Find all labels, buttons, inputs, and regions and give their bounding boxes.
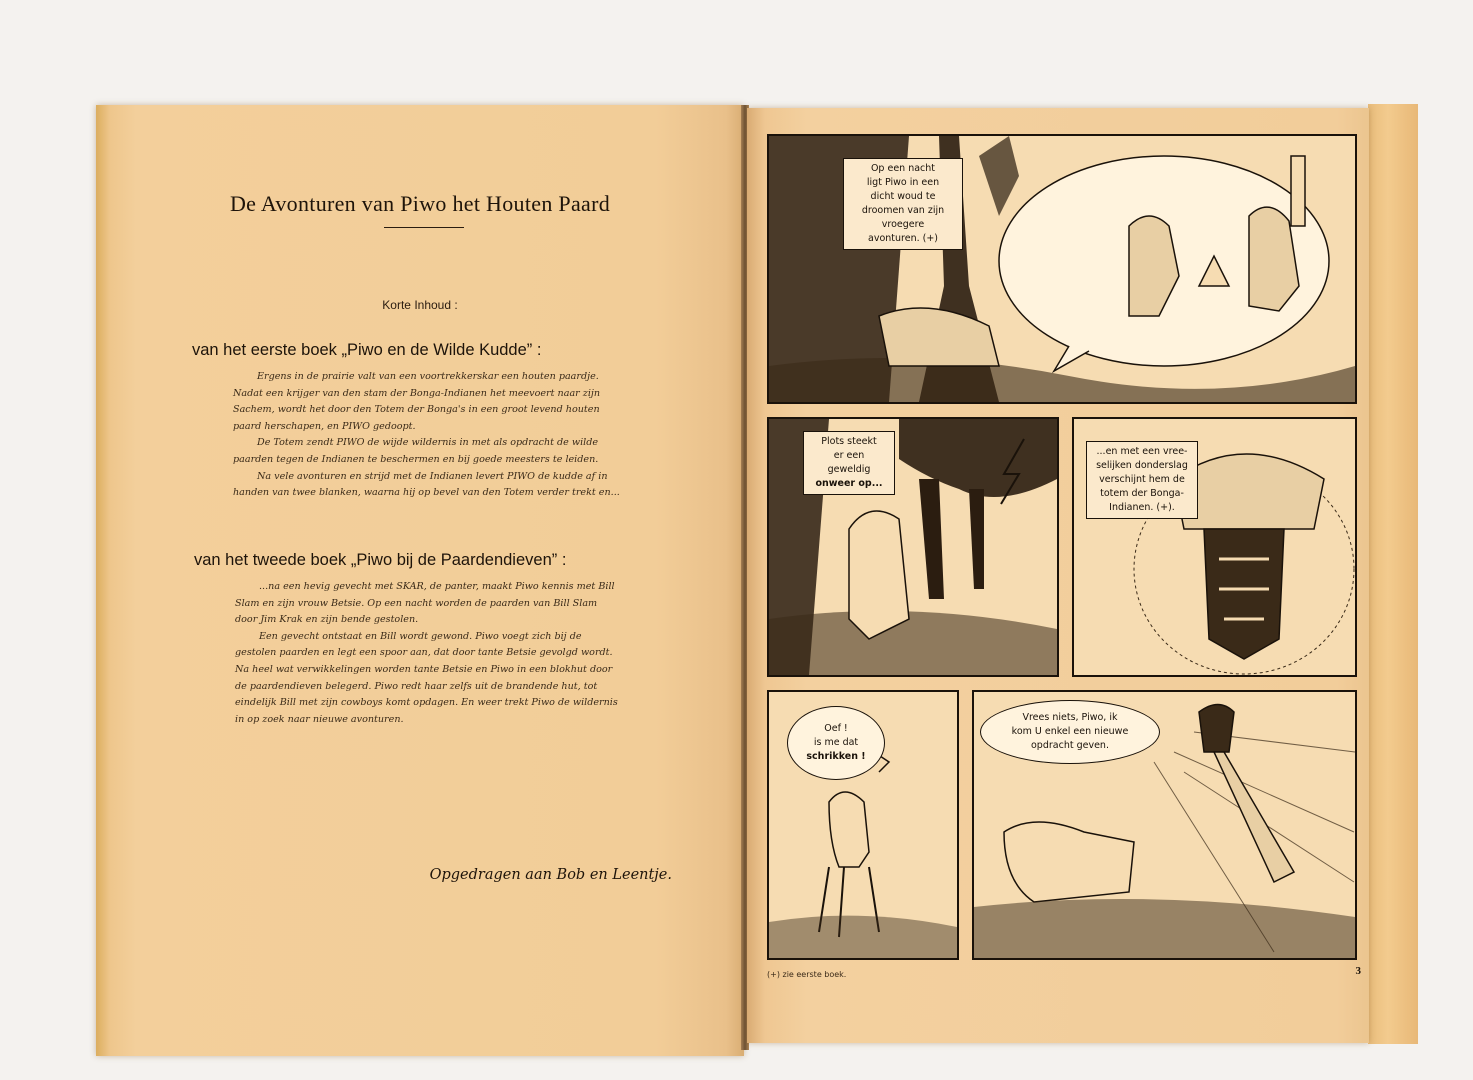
bubble-line: kom U enkel een nieuwe	[1011, 726, 1129, 737]
panel3-caption	[1086, 441, 1198, 519]
comic-panel-2	[767, 417, 1059, 677]
panel1-caption	[843, 158, 963, 250]
bubble-line: is me dat	[813, 737, 859, 748]
book2-summary	[235, 579, 621, 728]
caption-line: ...en met een vree-	[1096, 446, 1188, 457]
book1-paragraph: Ergens in de prairie valt van een voortrekkerskar een houten paardje. Nadat een krijger van den stam der Bonga-Indianen het meevoert naar zijn Sachem, wordt het door den Totem der Bonga's in een groot levend houten paard herschapen, en PIWO gedoopt.	[233, 371, 601, 432]
book2-paragraph: ...na een hevig gevecht met SKAR, de panter, maakt Piwo kennis met Bill Slam en zijn vrouw Betsie. Op een nacht worden de paarden van Bill Slam door Jim Krak en zijn bende gestolen.	[235, 581, 615, 626]
page-title: De Avonturen van Piwo het Houten Paard	[229, 191, 611, 216]
caption-line: selijken donderslag	[1096, 460, 1188, 471]
footnote: (+) zie eerste boek.	[767, 970, 847, 979]
caption-line: verschijnt hem de	[1099, 474, 1185, 485]
caption-line: Indianen. (+).	[1109, 502, 1175, 513]
right-page	[747, 108, 1369, 1043]
comic-panel-4	[767, 690, 959, 960]
dedication: Opgedragen aan Bob en Leentje.	[429, 867, 672, 883]
caption-line: ligt Piwo in een	[866, 177, 940, 188]
book1-heading: van het eerste boek „Piwo en de Wilde Kudde” :	[192, 341, 542, 359]
book1-paragraph: Na vele avonturen en strijd met de Indianen levert PIWO de kudde af in handen van twee blanken, waarna hij op bevel van den Totem verder trekt en...	[233, 470, 620, 499]
title-divider	[384, 227, 464, 228]
caption-line: er een	[833, 450, 865, 461]
bubble-line: schrikken !	[806, 751, 866, 762]
left-page	[96, 105, 744, 1056]
page-number: 3	[1355, 965, 1361, 977]
bubble-line: Vrees niets, Piwo, ik	[1022, 712, 1118, 723]
back-cover-edge	[1368, 104, 1418, 1044]
caption-line: avonturen. (+)	[868, 233, 938, 244]
panel5-speech-bubble	[980, 700, 1160, 764]
comic-panel-1	[767, 134, 1357, 404]
book2-heading: van het tweede boek „Piwo bij de Paardendieven” :	[194, 551, 567, 569]
book1-paragraph: De Totem zendt PIWO de wijde wildernis in met als opdracht de wilde paarden tegen de Indianen te beschermen en bij goede meesters te leiden.	[233, 437, 599, 465]
caption-line: dicht woud te	[870, 191, 936, 202]
caption-line: vroegere	[881, 219, 925, 230]
panel2-caption	[803, 431, 895, 495]
panel4-speech-bubble	[787, 706, 885, 780]
book1-summary	[233, 369, 623, 502]
book2-paragraph: Een gevecht ontstaat en Bill wordt gewond. Piwo voegt zich bij de gestolen paarden en legt een spoor aan, dat door tante Betsie gevolgd wordt. Na heel wat verwikkelingen worden tante Betsie en Piwo in een blokhut door de paardendieven belegerd. Piwo redt haar zelfs uit de brandende hut, tot eindelijk Bill met zijn cowboys komt opdagen. En weer trekt Piwo de wildernis in op zoek naar nieuwe avonturen.	[235, 630, 618, 725]
caption-line: totem der Bonga-	[1100, 488, 1184, 499]
caption-line: droomen van zijn	[861, 205, 945, 216]
comic-panel-5	[972, 690, 1357, 960]
comic-panel-3	[1072, 417, 1357, 677]
bubble-line: opdracht geven.	[1031, 740, 1109, 751]
caption-line: Plots steekt	[821, 436, 877, 447]
caption-line: Op een nacht	[870, 163, 936, 174]
summary-label: Korte Inhoud :	[382, 298, 458, 312]
caption-line: geweldig	[827, 464, 871, 475]
bubble-line: Oef !	[824, 723, 848, 734]
caption-line: onweer op...	[815, 478, 883, 489]
